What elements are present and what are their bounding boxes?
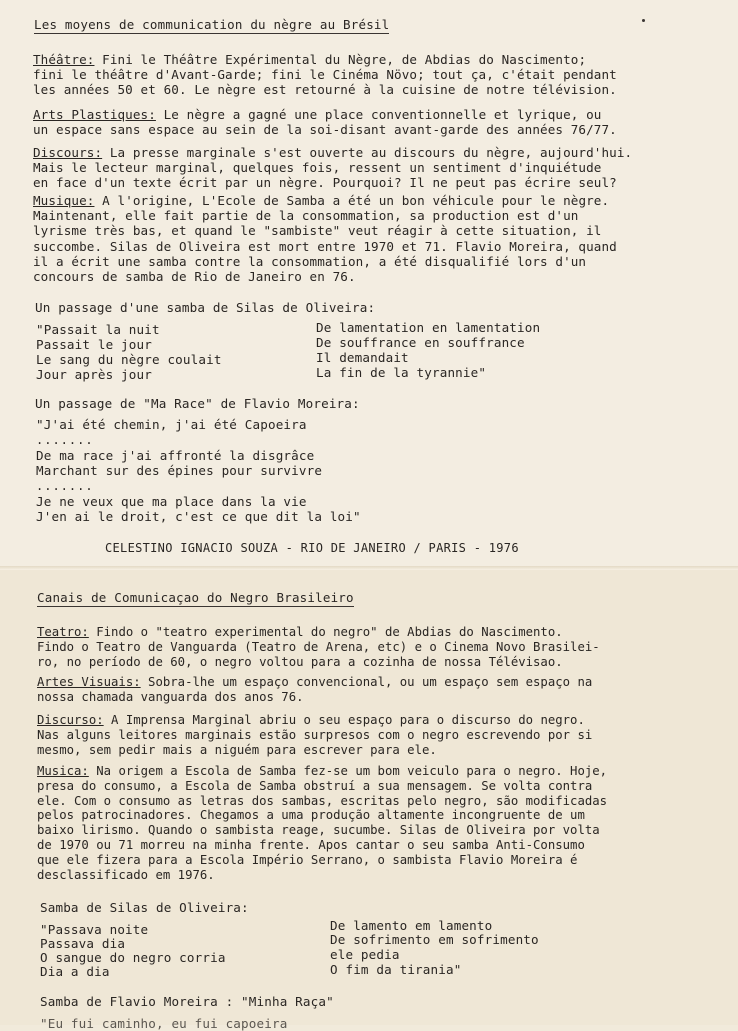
discurso-paragraph: Discurso: A Imprensa Marginal abriu o seu espaço para o discurso do negro. Nas alguns leitores marginais estão surpresos com o negro escrevendo por si mesmo, sem pedir mais a niguém para escrever para ele.	[37, 713, 593, 757]
samba-verse-line: "Passava noite	[40, 922, 149, 937]
silas-verse-line: De souffrance en souffrance	[316, 335, 525, 350]
author-credit: CELESTINO IGNACIO SOUZA - RIO DE JANEIRO / PARIS - 1976	[105, 541, 519, 555]
teatro-label: Teatro:	[37, 625, 89, 639]
page-fold	[0, 566, 738, 570]
race-intro: Un passage de "Ma Race" de Flavio Moreira:	[35, 396, 360, 411]
silas-verse-line: La fin de la tyrannie"	[316, 365, 487, 380]
samba-verse-line: Dia a dia	[40, 964, 110, 979]
ink-spot	[642, 19, 645, 22]
samba-verse-line: Passava dia	[40, 936, 126, 951]
arts-paragraph: Arts Plastiques: Le nègre a gagné une place conventionnelle et lyrique, ou un espace sans espace au sein de la soi-disant avant-garde des années 76/77.	[33, 107, 617, 138]
musica-paragraph: Musica: Na origem a Escola de Samba fez-se um bom veiculo para o negro. Hoje, presa do consumo, a Escola de Samba obstruí a sua mensagem. Se volta contra ele. Com o consumo as letras dos sambas, escritas pelo negro, são modificadas pelos patrocinadores. Chegamos a uma produção altamente incongruente de um baixo lirismo. Quando o sambista reage, sucumbe. Silas de Oliveira por volta de 1970 ou 71 morreu na minha frente. Apos cantar o seu samba Anti-Consumo que ele fizera para a Escola Império Serrano, o sambista Flavio Moreira é desclassificado em 1976.	[37, 764, 608, 882]
musique-paragraph: Musique: A l'origine, L'Ecole de Samba a été un bon véhicule pour le nègre. Maintenant, elle fait partie de la consommation, sa production est d'un lyrisme très bas, et quand le "sambiste" veut réagir à cette situation, il succombe. Silas de Oliveira est mort entre 1970 et 71. Flavio Moreira, quand il a écrit une samba contre la consommation, a été disqualifié lors d'un concours de samba de Rio de Janeiro en 76.	[33, 193, 617, 285]
race-verse-line: J'en ai le droit, c'est ce que dit la loi"	[36, 509, 361, 524]
samba-flavio-intro: Samba de Flavio Moreira : "Minha Raça"	[40, 994, 334, 1009]
ellipsis: .......	[36, 479, 94, 493]
race-verse-line: "J'ai été chemin, j'ai été Capoeira	[36, 417, 307, 432]
artes-label: Artes Visuais:	[37, 675, 141, 689]
race-verse-line: Marchant sur des épines pour survivre	[36, 463, 323, 478]
silas-verse-line: "Passait la nuit	[36, 322, 160, 337]
race-verse-line: Je ne veux que ma place dans la vie	[36, 494, 307, 509]
samba-verse-line: O sangue do negro corria	[40, 950, 226, 965]
cut-off-verse-line: "Eu fui caminho, eu fui capoeira	[40, 1016, 288, 1031]
samba-verse-line: De lamento em lamento	[330, 918, 493, 933]
silas-verse-line: De lamentation en lamentation	[316, 320, 541, 335]
silas-verse-line: Jour après jour	[36, 367, 152, 382]
discours-paragraph: Discours: La presse marginale s'est ouverte au discours du nègre, aujourd'hui. Mais le lecteur marginal, quelques fois, ressent un sentiment d'inquiétude en face d'un texte écrit par un nègre. Pourquoi? Il ne peut pas écrire seul?	[33, 145, 633, 191]
race-verse-line: De ma race j'ai affronté la disgrâce	[36, 448, 315, 463]
musique-label: Musique:	[33, 193, 95, 208]
discurso-label: Discurso:	[37, 713, 104, 727]
arts-label: Arts Plastiques:	[33, 107, 156, 122]
discours-label: Discours:	[33, 145, 103, 160]
silas-verse-line: Il demandait	[316, 350, 409, 365]
silas-verse-line: Le sang du nègre coulait	[36, 352, 222, 367]
theatre-paragraph: Théâtre: Fini le Théâtre Expérimental du Nègre, de Abdias do Nascimento; fini le théâtre d'Avant-Garde; fini le Cinéma Növo; tout ça, c'était pendant les années 50 et 60. Le nègre est retourné à la cuisine de notre télévision.	[33, 52, 617, 98]
samba-verse-line: ele pedia	[330, 947, 400, 962]
samba-verse-line: De sofrimento em sofrimento	[330, 932, 539, 947]
silas-intro: Un passage d'une samba de Silas de Oliveira:	[35, 300, 376, 315]
french-title: Les moyens de communication du nègre au Brésil	[34, 17, 390, 32]
portuguese-title: Canais de Comunicaçao do Negro Brasileiro	[37, 590, 354, 605]
samba-silas-intro: Samba de Silas de Oliveira:	[40, 900, 249, 915]
teatro-paragraph: Teatro: Findo o "teatro experimental do negro" de Abdias do Nascimento. Findo o Teatro de Vanguarda (Teatro de Arena, etc) e o Cinema Novo Brasilei- ro, no período de 60, o negro voltou para a cozinha de nossa Télévisao.	[37, 625, 600, 669]
theatre-label: Théâtre:	[33, 52, 95, 67]
ellipsis: .......	[36, 433, 94, 447]
silas-verse-line: Passait le jour	[36, 337, 152, 352]
musica-label: Musica:	[37, 764, 89, 778]
artes-paragraph: Artes Visuais: Sobra-lhe um espaço convencional, ou um espaço sem espaço na nossa chamada vanguarda dos anos 76.	[37, 675, 593, 704]
samba-verse-line: O fim da tirania"	[330, 962, 462, 977]
